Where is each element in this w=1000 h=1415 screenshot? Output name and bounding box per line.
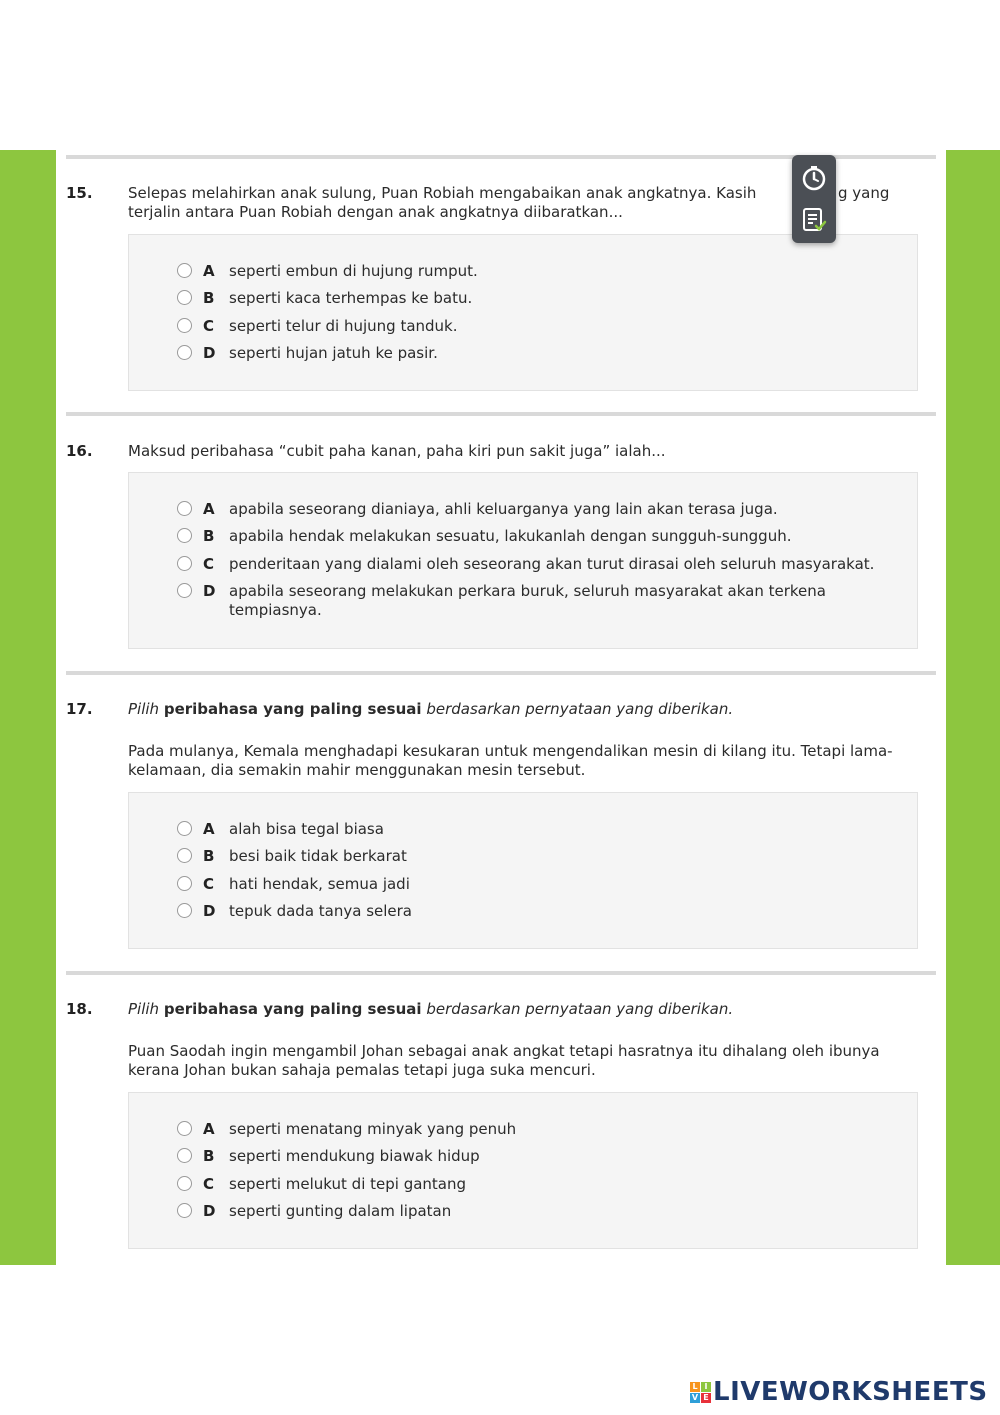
question-instruction (128, 1000, 928, 1019)
instruction-part: berdasarkan pernyataan yang diberikan. (426, 700, 734, 718)
option-text: hati hendak, semua jadi (229, 875, 410, 893)
question-divider (66, 412, 936, 416)
instruction-part: peribahasa yang paling sesuai (163, 700, 422, 718)
options-box (128, 234, 918, 391)
radio-button[interactable] (177, 528, 192, 543)
radio-button[interactable] (177, 1203, 192, 1218)
liveworksheets-logo (690, 1375, 988, 1409)
option-text: tepuk dada tanya selera (229, 902, 413, 920)
option-letter: C (203, 875, 215, 893)
option-letter: D (203, 1202, 216, 1220)
instruction-part: Pilih (128, 700, 160, 718)
instruction-part: berdasarkan pernyataan yang diberikan. (426, 1000, 734, 1018)
radio-button[interactable] (177, 1148, 192, 1163)
logo-mark-icon (690, 1382, 711, 1403)
option-letter: B (203, 289, 215, 307)
option-text: apabila hendak melakukan sesuatu, lakukanlah dengan sungguh-sungguh. (229, 527, 792, 545)
radio-button[interactable] (177, 263, 192, 278)
options-box (128, 792, 918, 949)
options-box (128, 1092, 918, 1249)
radio-button[interactable] (177, 1121, 192, 1136)
option-letter: A (203, 262, 215, 280)
option-text: seperti mendukung biawak hidup (229, 1147, 480, 1165)
radio-button[interactable] (177, 1176, 192, 1191)
option-letter: A (203, 1120, 215, 1138)
question-statement: Pada mulanya, Kemala menghadapi kesukaran untuk mengendalikan mesin di kilang itu. Tetapi lama-kelamaan, dia semakin mahir menggunakan mesin tersebut. (128, 742, 893, 779)
option-text: seperti kaca terhempas ke batu. (229, 289, 473, 307)
question-divider (66, 971, 936, 975)
logo-mark-letter: V (691, 1392, 699, 1402)
radio-button[interactable] (177, 903, 192, 918)
instruction-part: Pilih (128, 1000, 160, 1018)
radio-button[interactable] (177, 821, 192, 836)
option-text: penderitaan yang dialami oleh seseorang akan turut dirasai oleh seluruh masyarakat. (229, 555, 875, 573)
option-letter: C (203, 317, 215, 335)
option-letter: B (203, 847, 215, 865)
checklist-icon (799, 205, 829, 235)
option-text: alah bisa tegal biasa (229, 820, 384, 838)
right-green-border (946, 150, 1000, 1265)
radio-button[interactable] (177, 556, 192, 571)
option-text: seperti gunting dalam lipatan (229, 1202, 452, 1220)
option-letter: C (203, 1175, 215, 1193)
question-text: Maksud peribahasa “cubit paha kanan, paha kiri pun sakit juga” ialah... (128, 442, 666, 460)
question-text-part: g yang (838, 184, 890, 202)
review-button[interactable] (799, 205, 829, 235)
worksheet (56, 150, 946, 1265)
radio-button[interactable] (177, 345, 192, 360)
question-text-part: terjalin antara Puan Robiah dengan anak angkatnya diibaratkan... (128, 203, 623, 221)
logo-mark-letter: I (701, 1382, 711, 1392)
timer-icon (799, 163, 829, 193)
radio-button[interactable] (177, 318, 192, 333)
option-text: seperti menatang minyak yang penuh (229, 1120, 517, 1138)
option-text: seperti melukut di tepi gantang (229, 1175, 467, 1193)
question-number: 18. (66, 1000, 93, 1018)
logo-mark-letter: E (701, 1393, 711, 1403)
options-box (128, 472, 918, 649)
question-text-part: Selepas melahirkan anak sulung, Puan Robiah mengabaikan anak angkatnya. Kasih (128, 184, 757, 202)
option-text: seperti embun di hujung rumput. (229, 262, 478, 280)
radio-button[interactable] (177, 583, 192, 598)
question-divider (66, 671, 936, 675)
question-instruction (128, 700, 928, 719)
option-letter: B (203, 1147, 215, 1165)
option-letter: D (203, 902, 216, 920)
radio-button[interactable] (177, 501, 192, 516)
question-number: 17. (66, 700, 93, 718)
option-text: apabila seseorang melakukan perkara buruk, seluruh masyarakat akan terkena tempiasnya. (229, 582, 826, 619)
logo-text: LIVEWORKSHEETS (713, 1377, 988, 1407)
option-letter: A (203, 500, 215, 518)
question-number: 15. (66, 184, 93, 202)
radio-button[interactable] (177, 876, 192, 891)
option-letter: A (203, 820, 215, 838)
option-letter: B (203, 527, 215, 545)
option-text: seperti telur di hujung tanduk. (229, 317, 458, 335)
question-number: 16. (66, 442, 93, 460)
option-text: besi baik tidak berkarat (229, 847, 407, 865)
option-letter: D (203, 344, 216, 362)
floating-tool-panel (792, 155, 836, 243)
option-text: seperti hujan jatuh ke pasir. (229, 344, 438, 362)
instruction-part: peribahasa yang paling sesuai (163, 1000, 422, 1018)
option-letter: C (203, 555, 215, 573)
option-text: apabila seseorang dianiaya, ahli keluarganya yang lain akan terasa juga. (229, 500, 778, 518)
radio-button[interactable] (177, 848, 192, 863)
question-statement: Puan Saodah ingin mengambil Johan sebagai anak angkat tetapi hasratnya itu dihalang oleh ibunya kerana Johan bukan sahaja pemalas tetapi juga suka mencuri. (128, 1042, 880, 1079)
option-letter: D (203, 582, 216, 600)
radio-button[interactable] (177, 290, 192, 305)
left-green-border (0, 150, 56, 1265)
timer-button[interactable] (799, 163, 829, 193)
logo-mark-letter: L (690, 1382, 700, 1392)
